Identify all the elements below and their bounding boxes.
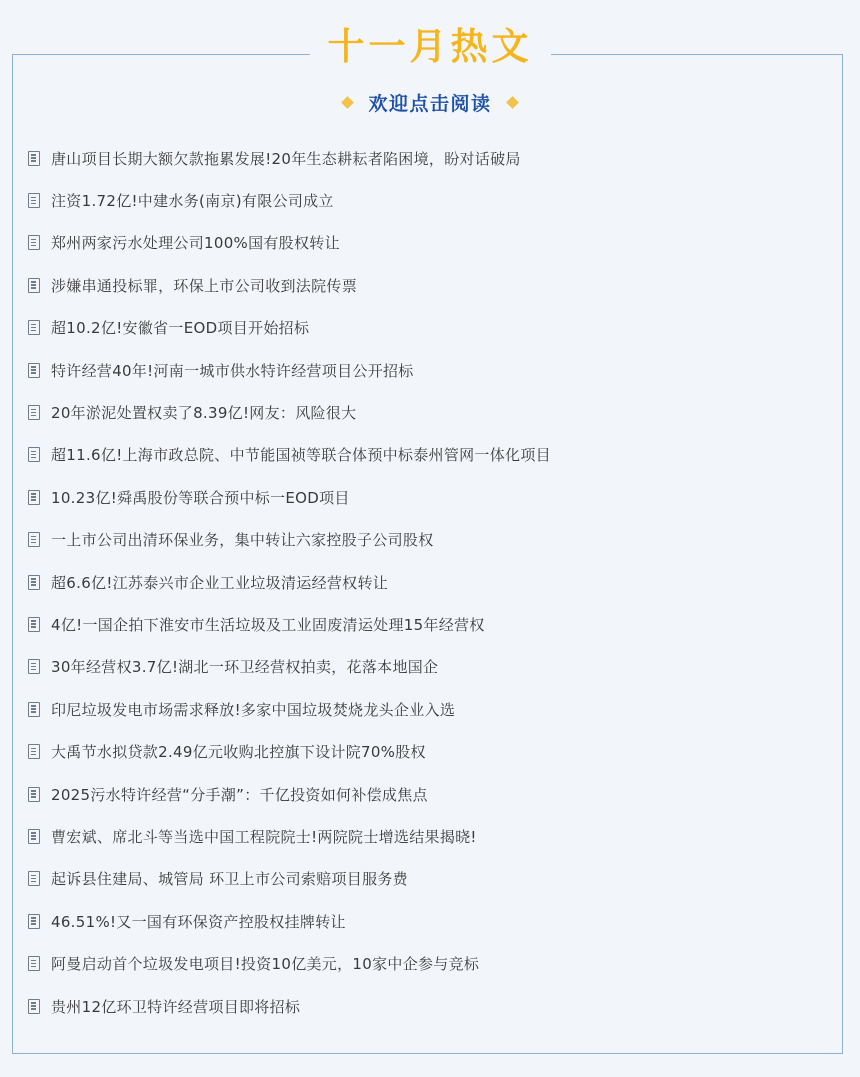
- article-title[interactable]: 大禹节水拟贷款2.49亿元收购北控旗下设计院70%股权: [51, 743, 426, 762]
- document-icon: [28, 914, 40, 929]
- article-title[interactable]: 10.23亿!舜禹股份等联合预中标一EOD项目: [51, 488, 350, 507]
- article-title[interactable]: 20年淤泥处置权卖了8.39亿!网友：风险很大: [51, 404, 357, 423]
- article-link[interactable]: [28, 434, 828, 476]
- article-title[interactable]: 超10.2亿!安徽省一EOD项目开始招标: [51, 319, 310, 338]
- article-title[interactable]: 30年经营权3.7亿!湖北一环卫经营权拍卖，花落本地国企: [51, 658, 439, 677]
- document-icon: [28, 575, 40, 590]
- article-list: [28, 137, 828, 1027]
- article-title[interactable]: 特许经营40年!河南一城市供水特许经营项目公开招标: [51, 361, 414, 380]
- article-link[interactable]: [28, 858, 828, 900]
- document-icon: [28, 447, 40, 462]
- document-icon: [28, 829, 40, 844]
- article-link[interactable]: [28, 561, 828, 603]
- article-title[interactable]: 起诉县住建局、城管局 环卫上市公司索赔项目服务费: [51, 870, 408, 889]
- article-link[interactable]: [28, 942, 828, 984]
- subtitle: 欢迎点击阅读: [368, 92, 492, 115]
- page-title: 十一月热文: [310, 22, 551, 72]
- article-title[interactable]: 超6.6亿!江苏泰兴市企业工业垃圾清运经营权转让: [51, 573, 389, 592]
- article-title[interactable]: 贵州12亿环卫特许经营项目即将招标: [51, 997, 301, 1016]
- article-title[interactable]: 曹宏斌、席北斗等当选中国工程院院士!两院院士增选结果揭晓!: [51, 827, 477, 846]
- document-icon: [28, 956, 40, 971]
- article-link[interactable]: [28, 519, 828, 561]
- document-icon: [28, 235, 40, 250]
- article-link[interactable]: [28, 773, 828, 815]
- article-link[interactable]: [28, 688, 828, 730]
- document-icon: [28, 532, 40, 547]
- article-title[interactable]: 4亿!一国企拍下淮安市生活垃圾及工业固废清运处理15年经营权: [51, 615, 485, 634]
- diamond-left-icon: [342, 96, 355, 109]
- article-link[interactable]: [28, 391, 828, 433]
- document-icon: [28, 320, 40, 335]
- document-icon: [28, 193, 40, 208]
- article-link[interactable]: [28, 179, 828, 221]
- article-link[interactable]: [28, 815, 828, 857]
- document-icon: [28, 405, 40, 420]
- document-icon: [28, 659, 40, 674]
- document-icon: [28, 702, 40, 717]
- article-link[interactable]: [28, 307, 828, 349]
- article-title[interactable]: 郑州两家污水处理公司100%国有股权转让: [51, 234, 340, 253]
- document-icon: [28, 363, 40, 378]
- document-icon: [28, 617, 40, 632]
- article-title[interactable]: 2025污水特许经营“分手潮”：千亿投资如何补偿成焦点: [51, 785, 428, 804]
- article-title[interactable]: 印尼垃圾发电市场需求释放!多家中国垃圾焚烧龙头企业入选: [51, 700, 456, 719]
- article-link[interactable]: [28, 985, 828, 1027]
- article-link[interactable]: [28, 476, 828, 518]
- article-link[interactable]: [28, 900, 828, 942]
- article-link[interactable]: [28, 646, 828, 688]
- subtitle-row: [0, 88, 860, 116]
- document-icon: [28, 151, 40, 166]
- article-link[interactable]: [28, 222, 828, 264]
- document-icon: [28, 787, 40, 802]
- article-title[interactable]: 涉嫌串通投标罪，环保上市公司收到法院传票: [51, 276, 358, 295]
- document-icon: [28, 278, 40, 293]
- article-title[interactable]: 阿曼启动首个垃圾发电项目!投资10亿美元，10家中企参与竞标: [51, 955, 480, 974]
- diamond-right-icon: [506, 96, 519, 109]
- document-icon: [28, 999, 40, 1014]
- article-title[interactable]: 唐山项目长期大额欠款拖累发展!20年生态耕耘者陷困境，盼对话破局: [51, 149, 521, 168]
- document-icon: [28, 744, 40, 759]
- document-icon: [28, 871, 40, 886]
- article-link[interactable]: [28, 349, 828, 391]
- title-wrap: [0, 22, 860, 72]
- article-title[interactable]: 注资1.72亿!中建水务(南京)有限公司成立: [51, 192, 334, 211]
- article-title[interactable]: 超11.6亿!上海市政总院、中节能国祯等联合体预中标泰州管网一体化项目: [51, 446, 551, 465]
- article-title[interactable]: 46.51%!又一国有环保资产控股权挂牌转让: [51, 912, 346, 931]
- article-link[interactable]: [28, 264, 828, 306]
- article-link[interactable]: [28, 730, 828, 772]
- article-link[interactable]: [28, 137, 828, 179]
- article-link[interactable]: [28, 603, 828, 645]
- document-icon: [28, 490, 40, 505]
- article-title[interactable]: 一上市公司出清环保业务，集中转让六家控股子公司股权: [51, 531, 434, 550]
